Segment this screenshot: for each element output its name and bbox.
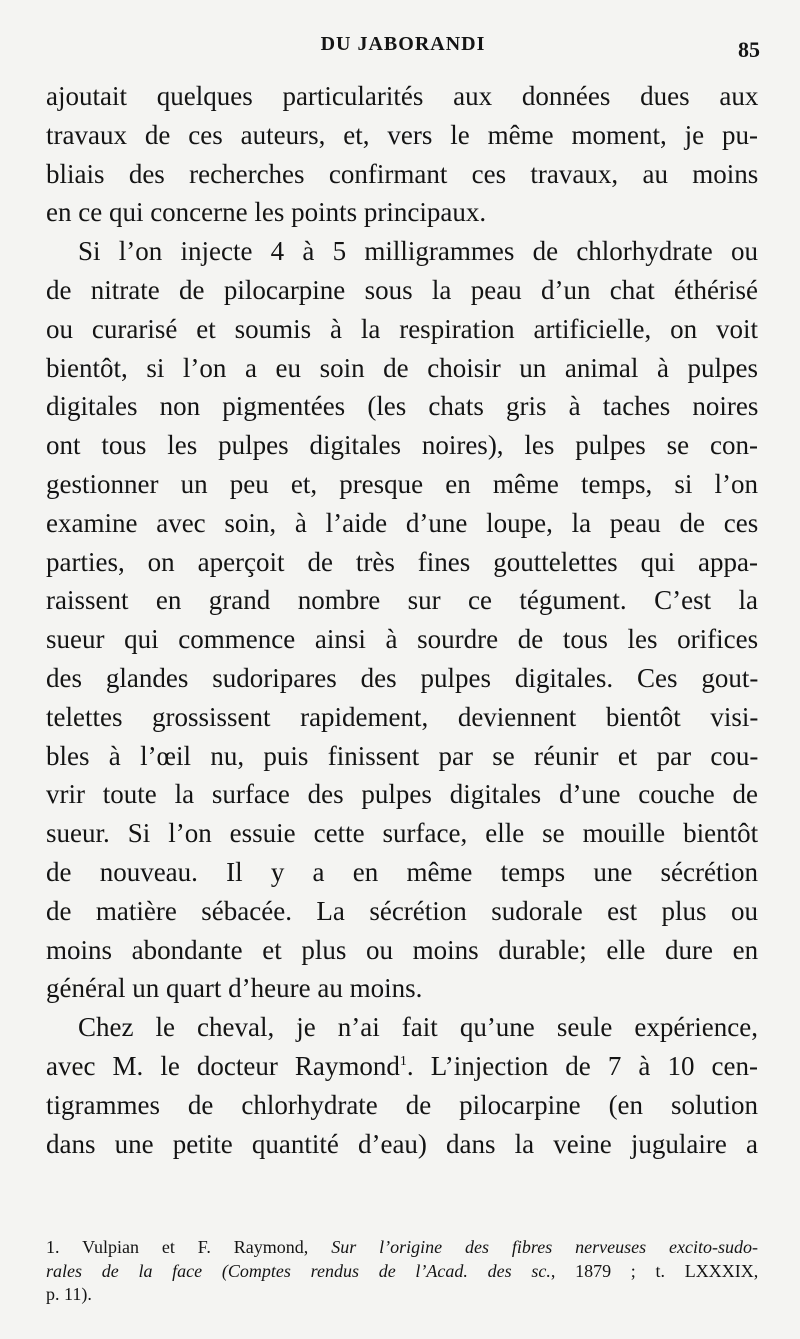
running-head: DU JABORANDI xyxy=(320,33,486,55)
text-line: de nouveau. Il y a en même temps une sécrétion xyxy=(46,856,758,887)
footnote-ref: , 1879 ; t. LXXXIX, xyxy=(550,1260,759,1281)
text-line-with-footnote xyxy=(46,1047,758,1086)
text-line: en ce qui concerne les points principaux. xyxy=(46,197,487,228)
text-line: telettes grossissent rapidement, deviennent bientôt visi- xyxy=(46,701,759,732)
text-fragment: avec M. le docteur Raymond xyxy=(46,1050,400,1081)
text-line: ou curarisé et soumis à la respiration artificielle, on voit xyxy=(46,313,758,344)
footnote-title: Sur l’origine des fibres nerveuses excito-sudo- xyxy=(331,1237,759,1257)
text-line: bles à l’œil nu, puis finissent par se réunir et par cou- xyxy=(46,740,759,771)
footnote-journal: (Comptes rendus de l’Acad. des sc. xyxy=(221,1260,551,1281)
text-line: sueur. Si l’on essuie cette surface, elle se mouille bientôt xyxy=(46,818,759,849)
text-line: raissent en grand nombre sur ce tégument. C’est la xyxy=(46,585,758,616)
text-line: sueur qui commence ainsi à sourdre de tous les orifices xyxy=(46,624,759,655)
text-line: bientôt, si l’on a eu soin de choisir un animal à pulpes xyxy=(46,352,758,383)
text-line: travaux de ces auteurs, et, vers le même moment, je pu- xyxy=(46,119,758,150)
text-line: gestionner un peu et, presque en même temps, si l’on xyxy=(46,468,758,499)
text-line: tigrammes de chlorhydrate de pilocarpine (en solution xyxy=(46,1089,758,1120)
footnote-number: 1. xyxy=(46,1237,60,1257)
footnote-reference[interactable]: 1 xyxy=(399,1053,407,1069)
footnote-authors: Vulpian et F. Raymond, xyxy=(82,1237,309,1257)
page-header xyxy=(46,33,760,63)
text-line: général un quart d’heure au moins. xyxy=(46,973,423,1004)
text-line: ont tous les pulpes digitales noires), les pulpes se con- xyxy=(46,430,758,461)
text-line: digitales non pigmentées (les chats gris à taches noires xyxy=(46,391,759,422)
paragraph-start: Chez le cheval, je n’ai fait qu’une seule expérience, xyxy=(78,1012,758,1043)
page-number: 85 xyxy=(738,37,760,62)
footnote-line: p. 11). xyxy=(46,1284,92,1304)
text-line: vrir toute la surface des pulpes digitales d’une couche de xyxy=(46,779,758,810)
text-fragment: . L’injection de 7 à 10 cen- xyxy=(406,1050,758,1081)
text-line: bliais des recherches confirmant ces travaux, au moins xyxy=(46,158,759,189)
text-line: parties, on aperçoit de très fines gouttelettes qui appa- xyxy=(46,546,758,577)
text-line: des glandes sudoripares des pulpes digitales. Ces gout- xyxy=(46,662,759,693)
text-line: ajoutait quelques particularités aux données dues aux xyxy=(46,81,759,111)
text-line: dans une petite quantité d’eau) dans la veine jugulaire a xyxy=(46,1128,758,1159)
text-line: moins abondante et plus ou moins durable; elle dure en xyxy=(46,934,759,965)
text-line: examine avec soin, à l’aide d’une loupe, la peau de ces xyxy=(46,507,759,538)
text-line: de nitrate de pilocarpine sous la peau d’un chat éthérisé xyxy=(46,274,759,305)
footnote-line xyxy=(46,1260,758,1284)
footnote xyxy=(46,1236,758,1307)
body-text xyxy=(46,77,758,1163)
text-line: de matière sébacée. La sécrétion sudorale est plus ou xyxy=(46,895,758,926)
paragraph-start: Si l’on injecte 4 à 5 milligrammes de chlorhydrate ou xyxy=(78,236,758,267)
footnote-title-cont: rales de la face xyxy=(46,1260,203,1281)
footnote-line xyxy=(46,1236,758,1260)
